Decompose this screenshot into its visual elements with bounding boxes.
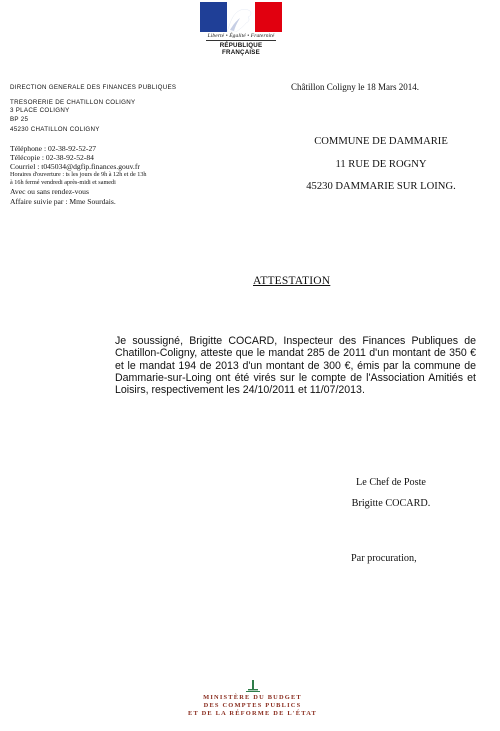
letter-date: Châtillon Coligny le 18 Mars 2014. [291,82,419,92]
sender-direction: DIRECTION GENERALE DES FINANCES PUBLIQUES [10,84,177,91]
sender-appointment: Avec ou sans rendez-vous [10,187,89,197]
sender-contact-block [10,144,147,206]
ministry-emblem-icon [246,680,260,692]
ministry-line3: ET DE LA RÉFORME DE L'ÉTAT [187,710,318,717]
document-title: ATTESTATION [253,275,331,287]
sender-office: TRESORERIE DE CHATILLON COLIGNY [10,99,136,106]
logo-country: RÉPUBLIQUE FRANÇAISE [219,41,263,56]
sender-address-line1: 3 PLACE COLIGNY [10,107,70,114]
logo-divider [206,40,276,41]
sender-hours-line2: à 16h fermé vendredi après-midi et samedi [10,178,116,186]
sender-address-line3: 45230 CHATILLON COLIGNY [10,126,100,134]
sender-address-block [10,99,135,134]
signature-block [336,473,446,514]
signature-role: Le Chef de Poste [356,477,426,488]
sender-fax: Télécopie : 02-38-92-52-84 [10,153,94,162]
ministry-line2: DES COMPTES PUBLICS [203,702,302,709]
signature-name: Brigitte COCARD. [351,497,431,509]
recipient-line2: 11 RUE DE ROGNY [335,158,427,170]
signature-procuration: Par procuration, [351,553,417,564]
logo-motto: Liberté • Égalité • Fraternité [207,33,275,39]
marianne-flag-icon [200,2,282,32]
recipient-line3: 45230 DAMMARIE SUR LOING. [306,181,456,192]
ministry-footer [180,680,325,718]
attestation-body: Je soussigné, Brigitte COCARD, Inspecteur des Finances Publiques de Chatillon-Coligny, atteste que le mandat 285 de 2011 d'un montant de 350 € et le mandat 194 de 2013 d'un montant de 300 €, émis par la commune de Dammarie-sur-Loing ont été virés sur le compte de l'Association Amitiés et Loisirs, respectivement les 24/10/2011 et 11/07/2013. [115,335,476,397]
recipient-line1: COMMUNE DE DAMMARIE [314,136,448,147]
sender-address-line2: BP 25 [10,116,29,124]
recipient-address [296,131,466,199]
sender-hours-line1: Horaires d'ouverture : ts les jours de 9h à 12h et de 13h [10,171,147,178]
ministry-line1: MINISTÈRE DU BUDGET [203,694,302,701]
sender-email: Courriel : t045034@dgfip.finances.gouv.fr [10,162,140,171]
sender-phone: Téléphone : 02-38-92-52-27 [10,144,97,153]
republique-francaise-logo [200,2,282,56]
sender-handled-by: Affaire suivie par : Mme Sourdais. [10,197,116,207]
